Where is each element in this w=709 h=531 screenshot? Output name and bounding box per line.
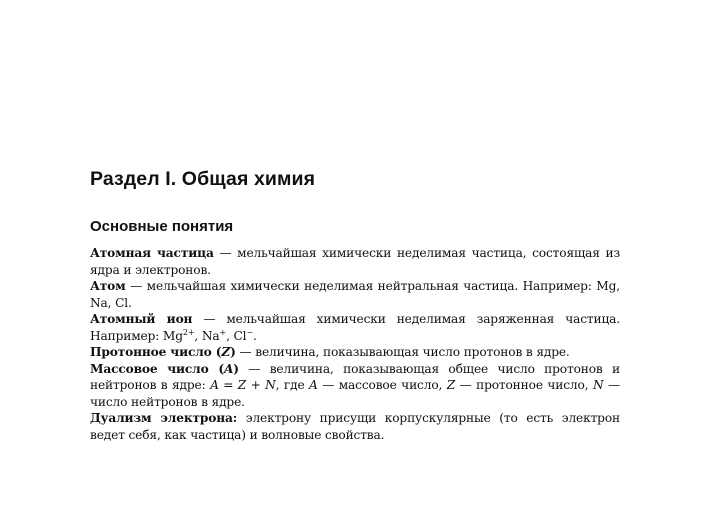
- symbol-n: N: [592, 378, 604, 392]
- definition-atomic-ion: [90, 311, 620, 344]
- term-electron-duality: Дуализм электрона:: [90, 411, 238, 425]
- definition-text: — мельчайшая химически неделимая заряженная частица. Например: Mg: [90, 312, 620, 343]
- ion-charge-na: +: [219, 327, 227, 337]
- ion-separator: , Na: [194, 328, 220, 343]
- term-atomic-particle: Атомная частица: [90, 246, 214, 260]
- definition-text: — мельчайшая химически неделимая частица, состоящая из ядра и электронов.: [90, 246, 620, 277]
- definition-atomic-particle: [90, 245, 620, 278]
- term-prefix: Протонное число (: [90, 345, 222, 359]
- section-title: Раздел I. Общая химия: [90, 168, 316, 190]
- definition-text: — величина, показывающая общее число протонов и нейтронов в ядре:: [90, 361, 620, 392]
- definitions-list: [90, 245, 620, 443]
- ion-charge-cl: −: [246, 327, 253, 337]
- mass-number-formula: A = Z + N: [210, 378, 276, 392]
- term-suffix: ): [230, 345, 236, 359]
- symbol-a: A: [309, 378, 318, 392]
- term-atomic-ion: Атомный ион: [90, 312, 193, 326]
- subsection-title: Основные понятия: [90, 218, 234, 235]
- ion-end: .: [253, 328, 257, 343]
- term-suffix: ): [233, 361, 239, 376]
- ion-charge-mg: 2+: [182, 327, 195, 337]
- definition-proton-number: [90, 344, 620, 361]
- symbol-z: Z: [446, 378, 456, 392]
- term-atom: Атом: [90, 279, 126, 293]
- symbol-z: Z: [221, 345, 231, 359]
- definition-text: электрону присущи корпускулярные (то есть электрон ведет себя, как частица) и волновые свойства.: [90, 411, 620, 442]
- ion-separator: , Cl: [226, 328, 247, 343]
- definition-text: , где: [275, 378, 310, 392]
- definition-text: — массовое число,: [317, 378, 447, 392]
- symbol-a: A: [223, 361, 234, 376]
- term-mass-number: [90, 362, 239, 376]
- definition-atom: [90, 278, 620, 311]
- definition-text: — протонное число,: [455, 378, 593, 392]
- document-page: [90, 0, 620, 531]
- definition-electron-duality: [90, 410, 620, 443]
- definition-mass-number: [90, 361, 620, 411]
- term-proton-number: [90, 345, 236, 359]
- definition-text: — величина, показывающая число протонов в ядре.: [235, 345, 570, 359]
- definition-text: — мельчайшая химически неделимая нейтральная частица. Например: Mg, Na, Cl.: [90, 279, 620, 310]
- definition-text: — число нейтронов в ядре.: [90, 378, 620, 409]
- term-prefix: Массовое число (: [90, 361, 224, 376]
